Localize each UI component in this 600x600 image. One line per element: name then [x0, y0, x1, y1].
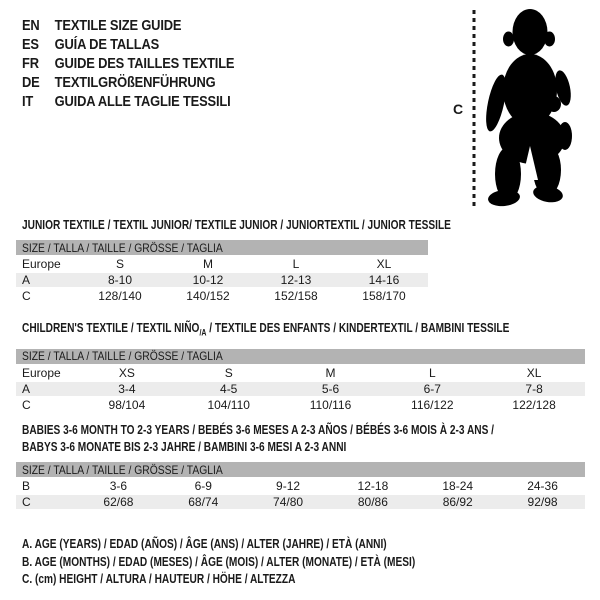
childrens-textile-section	[16, 319, 585, 414]
babies-textile-section	[16, 421, 585, 511]
size-table-header: SIZE / TALLA / TAILLE / GRÖSSE / TAGLIA	[16, 462, 585, 477]
size-cell: 12-18	[357, 479, 389, 493]
language-guide-title: GUÍA DE TALLAS	[54, 36, 160, 53]
size-cell: L	[292, 257, 300, 271]
junior-textile-section	[16, 216, 451, 305]
size-cell: 152/158	[274, 289, 318, 303]
language-guide-title: TEXTILGRÖßENFÜHRUNG	[54, 74, 216, 91]
size-table-row	[16, 366, 585, 380]
size-cell: 128/140	[98, 289, 142, 303]
size-cell: 116/122	[411, 397, 454, 412]
language-row	[22, 16, 234, 35]
height-measure-line	[472, 10, 476, 208]
size-cell: 98/104	[108, 397, 146, 412]
size-cell: S	[115, 257, 124, 271]
language-code: IT	[22, 93, 34, 110]
size-table-header: SIZE / TALLA / TAILLE / GRÖSSE / TAGLIA	[16, 240, 428, 255]
language-guide-title: GUIDE DES TAILLES TEXTILE	[54, 55, 235, 72]
size-cell: 140/152	[186, 289, 230, 303]
size-table-header: SIZE / TALLA / TAILLE / GRÖSSE / TAGLIA	[16, 349, 585, 364]
row-label: A	[22, 381, 31, 396]
row-label: C	[22, 495, 31, 509]
size-cell: 3-6	[109, 479, 128, 493]
language-row	[22, 73, 234, 92]
row-label: Europe	[22, 257, 61, 271]
size-cell: 62/68	[103, 495, 134, 509]
toddler-silhouette-icon	[480, 8, 576, 208]
size-cell: 104/110	[207, 397, 250, 412]
language-guide-title: TEXTILE SIZE GUIDE	[54, 17, 182, 34]
footnote: B. AGE (MONTHS) / EDAD (MESES) / ÂGE (MOIS) / ALTER (MONATE) / ETÀ (MESI)	[22, 553, 416, 569]
language-guide-title: GUIDA ALLE TAGLIE TESSILI	[54, 93, 231, 110]
size-cell: 10-12	[192, 273, 224, 287]
size-table	[16, 462, 585, 509]
size-cell: 24-36	[527, 479, 558, 493]
language-row	[22, 92, 234, 111]
row-label: C	[22, 289, 31, 303]
size-cell: 5-6	[321, 381, 340, 396]
size-table-row	[16, 257, 428, 271]
row-label: C	[22, 397, 31, 412]
size-cell: M	[325, 365, 336, 380]
footnote: C. (cm) HEIGHT / ALTURA / HAUTEUR / HÖHE / ALTEZZA	[22, 571, 296, 586]
language-code: EN	[22, 17, 40, 34]
size-table-row	[16, 289, 428, 303]
size-table	[16, 349, 585, 412]
measure-label-c: C	[453, 101, 464, 117]
footnote-list	[22, 535, 526, 588]
language-code: FR	[22, 55, 39, 72]
size-cell: 4-5	[220, 381, 238, 396]
size-table-row	[16, 479, 585, 493]
size-cell: XL	[376, 257, 392, 271]
size-cell: 6-9	[194, 479, 212, 493]
language-code: ES	[22, 36, 39, 53]
language-row	[22, 35, 234, 54]
language-code: DE	[22, 74, 40, 91]
size-cell: 122/128	[512, 397, 556, 412]
size-cell: 18-24	[442, 479, 474, 493]
size-table	[16, 240, 428, 303]
footnote: A. AGE (YEARS) / EDAD (AÑOS) / ÂGE (ANS) / ALTER (JAHRE) / ETÀ (ANNI)	[22, 536, 387, 551]
size-cell: 12-13	[280, 273, 312, 287]
size-cell: 92/98	[527, 495, 558, 509]
size-cell: S	[224, 365, 233, 380]
size-cell: XL	[526, 365, 542, 380]
size-cell: XS	[118, 365, 135, 380]
size-cell: 74/80	[273, 495, 304, 509]
size-cell: M	[203, 257, 213, 271]
size-table-row	[16, 273, 428, 287]
size-cell: 80/86	[357, 495, 388, 509]
size-table-row	[16, 398, 585, 412]
size-table-row	[16, 495, 585, 509]
size-cell: 8-10	[107, 273, 133, 287]
size-cell: 6-7	[423, 381, 441, 396]
section-title: BABIES 3-6 MONTH TO 2-3 YEARS / BEBÉS 3-6 MESES A 2-3 AÑOS / BÉBÉS 3-6 MOIS À 2-3 ANS / BABYS 3-6 MONATE BIS 2-3 JAHRE / BAMBINI 3-6 MESI A 2-3 ANNI	[22, 422, 494, 454]
size-table-row	[16, 382, 585, 396]
size-cell: L	[428, 365, 436, 380]
size-cell: 3-4	[118, 381, 136, 396]
section-title: CHILDREN'S TEXTILE / TEXTIL $NIÑO_{/A}$ / TEXTILE DES ENFANTS / KINDERTEXTIL / BAMBINI TESSILE	[22, 320, 510, 338]
size-cell: 86/92	[442, 495, 473, 509]
row-label: B	[22, 479, 31, 493]
language-title-list	[22, 16, 269, 111]
size-cell: 110/116	[309, 397, 352, 412]
row-label: Europe	[22, 365, 61, 380]
size-cell: 158/170	[362, 289, 406, 303]
section-title: JUNIOR TEXTILE / TEXTIL JUNIOR/ TEXTILE JUNIOR / JUNIORTEXTIL / JUNIOR TESSILE	[22, 217, 451, 232]
size-cell: 68/74	[188, 495, 219, 509]
row-label: A	[22, 273, 31, 287]
size-cell: 14-16	[368, 273, 400, 287]
size-cell: 9-12	[276, 479, 301, 493]
size-cell: 7-8	[525, 381, 543, 396]
language-row	[22, 54, 234, 73]
